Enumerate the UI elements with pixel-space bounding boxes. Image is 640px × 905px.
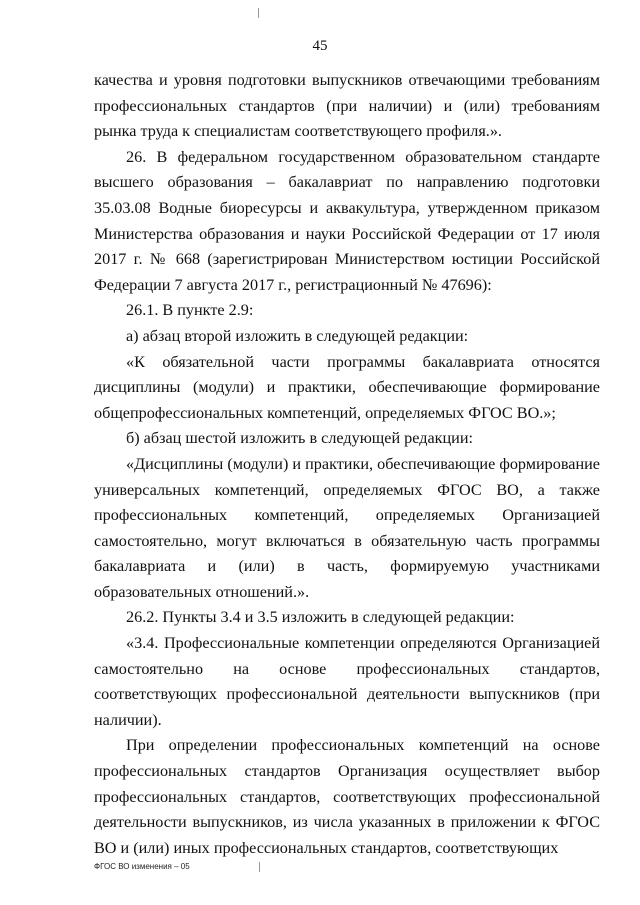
scan-artifact-line: [259, 862, 260, 872]
scan-artifact-line: [258, 8, 259, 18]
paragraph: 26.2. Пункты 3.4 и 3.5 изложить в следующей редакции:: [126, 608, 515, 627]
paragraph: качества и уровня подготовки выпускников отвечающими требованиям профессиональных стандартов (при наличии) и (или) требованиям рынка труда к специалистам соответствующего профиля.».: [94, 71, 600, 141]
paragraph: «3.4. Профессиональные компетенции определяются Организацией самостоятельно на основе профессиональных стандартов, соответствующих профессиональной деятельности выпускников (при наличии).: [94, 634, 600, 729]
paragraph: «К обязательной части программы бакалавриата относятся дисциплины (модули) и практики, обеспечивающие формирование общепрофессиональных компетенций, определяемых ФГОС ВО.»;: [94, 352, 600, 422]
paragraph: б) абзац шестой изложить в следующей редакции:: [126, 429, 474, 448]
paragraph: 26. В федеральном государственном образовательном стандарте высшего образования – бакалавриат по направлению подготовки 35.03.08 Водные биоресурсы и аквакультура, утвержденном приказом Министерства образования и науки Российской Федерации от 17 июля 2017 г. № 668 (зарегистрирован Министерством юстиции Российской Федерации 7 августа 2017 г., регистрационный № 47696):: [94, 147, 600, 294]
paragraph: 26.1. В пункте 2.9:: [126, 301, 254, 320]
paragraph: «Дисциплины (модули) и практики, обеспечивающие формирование универсальных компетенций, определяемых ФГОС ВО, а также профессиональных компетенций, определяемых Организацией самостоятельно, могут включаться в обязательную часть программы бакалавриата и (или) в часть, формируемую участниками образовательных отношений.».: [94, 454, 600, 601]
paragraph: При определении профессиональных компетенций на основе профессиональных стандартов Организация осуществляет выбор профессиональных стандартов, соответствующих профессиональной деятельности выпускников, из числа указанных в приложении к ФГОС ВО и (или) иных профессиональных стандартов, соответствующих: [94, 736, 600, 857]
page-number: 45: [312, 38, 328, 54]
paragraph: а) абзац второй изложить в следующей редакции:: [126, 326, 469, 345]
footer-document-code: ФГОС ВО изменения – 05: [94, 862, 190, 871]
document-body: [94, 68, 600, 861]
